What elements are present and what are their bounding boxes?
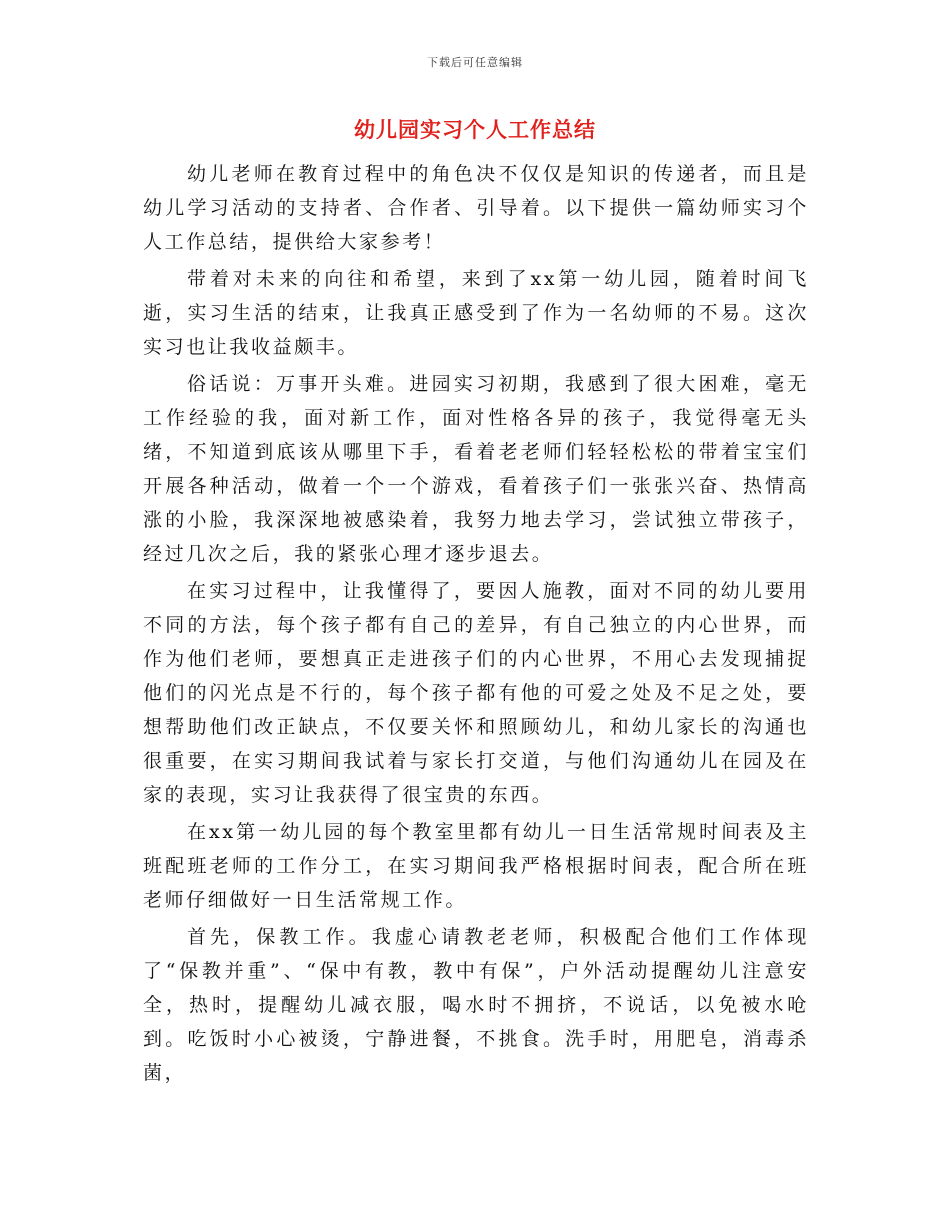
paragraph-teaching: 在实习过程中，让我懂得了，要因人施教，面对不同的幼儿要用不同的方法，每个孩子都有自己的差异，有自己独立的内心世界，而作为他们老师，要想真正走进孩子们的内心世界，不用心去发现捕捉他们的闪光点是不行的，每个孩子都有他的可爱之处及不足之处，要想帮助他们改正缺点，不仅要关怀和照顾幼儿，和幼儿家长的沟通也很重要，在实习期间我试着与家长打交道，与他们沟通幼儿在园及在家的表现，实习让我获得了很宝贵的东西。 <box>143 580 809 806</box>
paragraph-care-work: 首先，保教工作。我虚心请教老老师，积极配合他们工作体现了“保教并重”、“保中有教，教中有保”，户外活动提醒幼儿注意安全，热时，提醒幼儿减衣服，喝水时不拥挤，不说话，以免被水呛到。吃饭时小心被烫，宁静进餐，不挑食。洗手时，用肥皂，消毒杀菌， <box>143 926 809 1084</box>
paragraph-schedule: 在xx第一幼儿园的每个教室里都有幼儿一日生活常规时间表及主班配班老师的工作分工，在实习期间我严格根据时间表，配合所在班老师仔细做好一日生活常规工作。 <box>143 821 809 911</box>
paragraph-intro: 幼儿老师在教育过程中的角色决不仅仅是知识的传递者，而且是幼儿学习活动的支持者、合作者、引导着。以下提供一篇幼师实习个人工作总结，提供给大家参考！ <box>143 163 809 253</box>
paragraph-beginning: 俗话说：万事开头难。进园实习初期，我感到了很大困难，毫无工作经验的我，面对新工作，面对性格各异的孩子，我觉得毫无头绪，不知道到底该从哪里下手，看着老老师们轻轻松松的带着宝宝们开展各种活动，做着一个一个游戏，看着孩子们一张张兴奋、热情高涨的小脸，我深深地被感染着，我努力地去学习，尝试独立带孩子，经过几次之后，我的紧张心理才逐步退去。 <box>143 373 809 565</box>
header-note: 下载后可任意编辑 <box>427 56 523 69</box>
document-body <box>143 157 809 1093</box>
paragraph-arrival: 带着对未来的向往和希望，来到了xx第一幼儿园，随着时间飞逝，实习生活的结束，让我真正感受到了作为一名幼师的不易。这次实习也让我收益颇丰。 <box>143 268 809 358</box>
document-title: 幼儿园实习个人工作总结 <box>354 118 596 142</box>
